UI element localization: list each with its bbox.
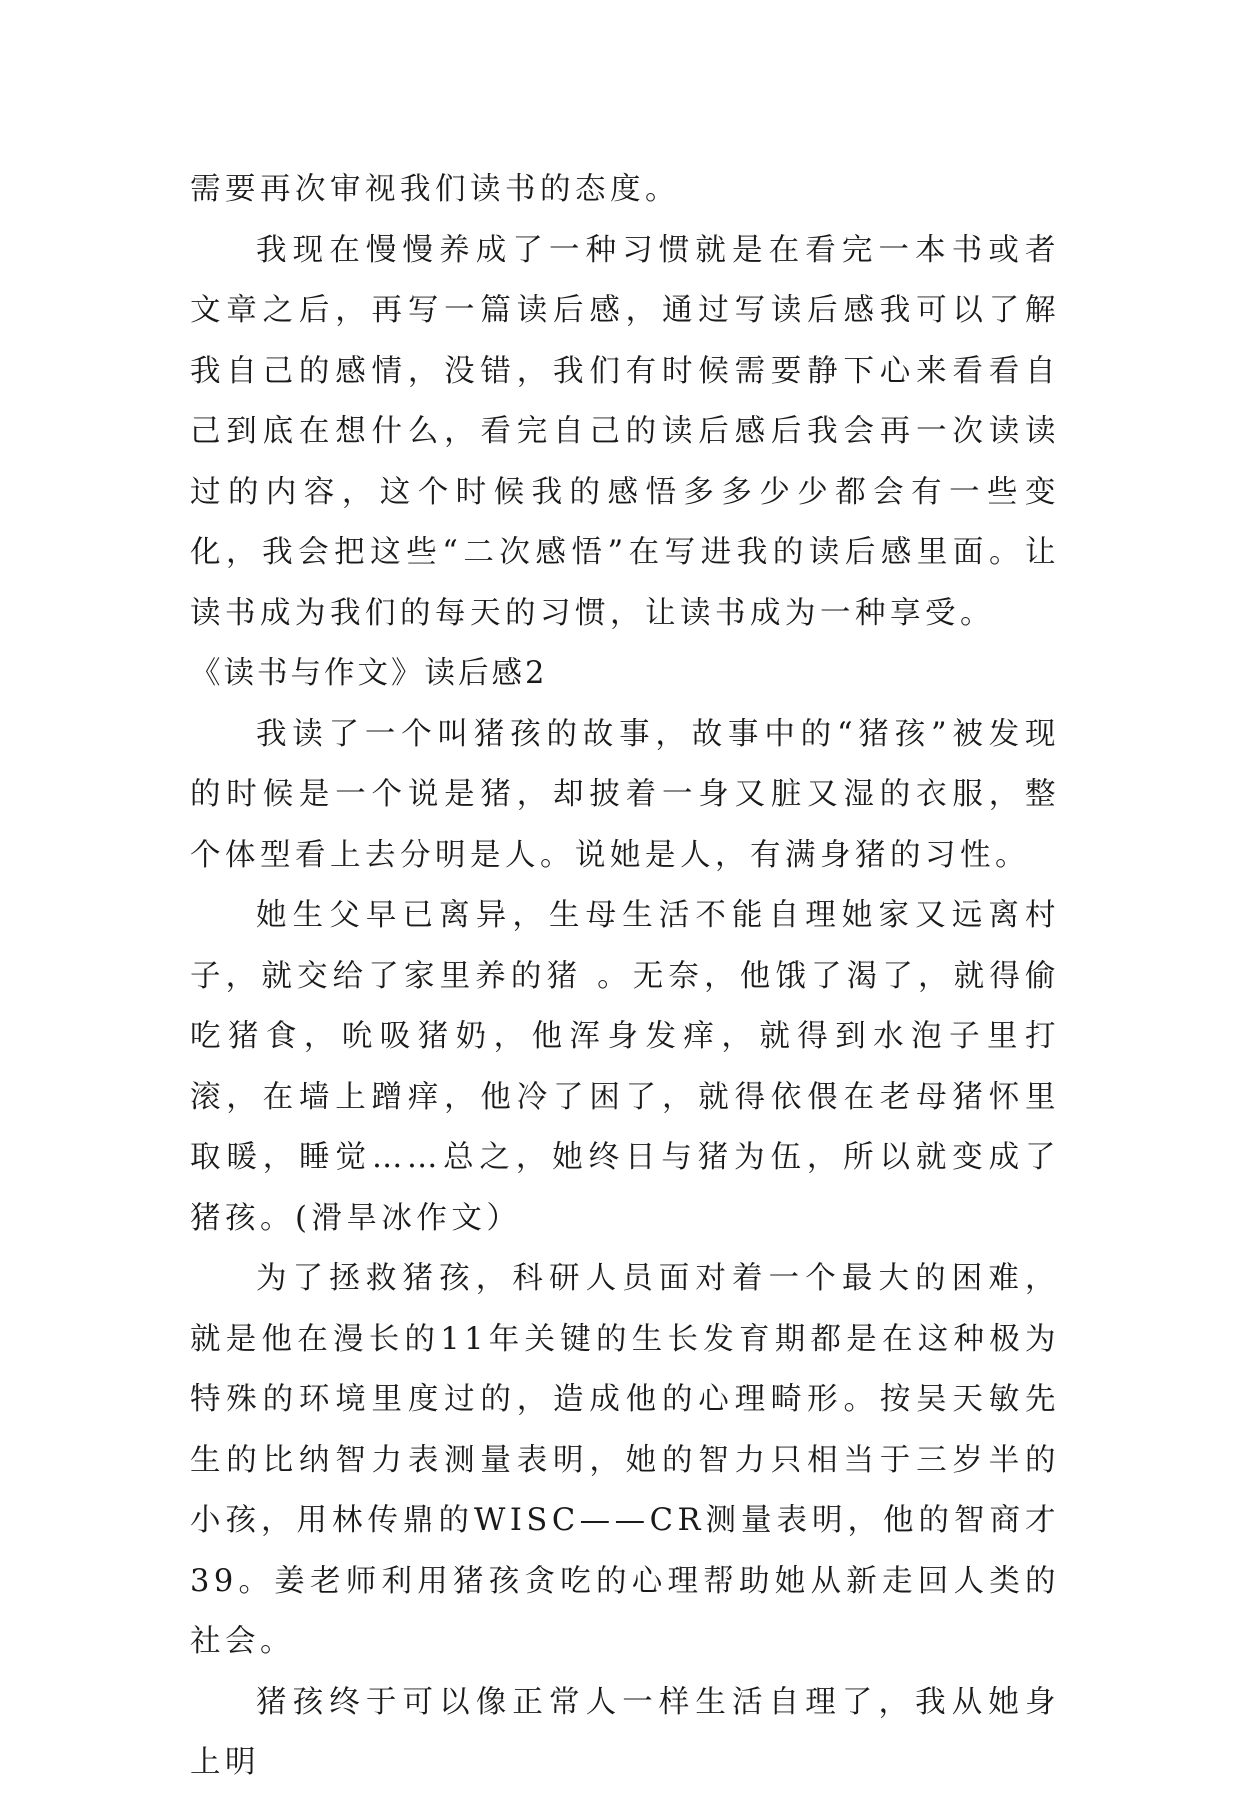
paragraph: 她生父早已离异，生母生活不能自理她家又远离村子，就交给了家里养的猪 。无奈，他饿了渴了，就得偷吃猪食，吮吸猪奶，他浑身发痒，就得到水泡子里打滚，在墙上蹭痒，他冷了困了，就得依偎在老母猪怀里取暖，睡觉……总之，她终日与猪为伍，所以就变成了猪孩。(滑旱冰作文） — [190, 898, 1060, 1236]
paragraph: 猪孩终于可以像正常人一样生活自理了，我从她身上明 — [190, 1684, 1060, 1780]
section-heading: 《读书与作文》读后感2 — [190, 656, 548, 691]
paragraph: 为了拯救猪孩，科研人员面对着一个最大的困难，就是他在漫长的11年关键的生长发育期都是在这种极为特殊的环境里度过的，造成他的心理畸形。按吴天敏先生的比纳智力表测量表明，她的智力只相当于三岁半的小孩，用林传鼎的WISC——CR测量表明，他的智商才39。姜老师利用猪孩贪吃的心理帮助她从新走回人类的社会。 — [190, 1261, 1060, 1659]
paragraph: 我现在慢慢养成了一种习惯就是在看完一本书或者文章之后，再写一篇读后感，通过写读后感我可以了解我自己的感情，没错，我们有时候需要静下心来看看自己到底在想什么，看完自己的读后感后我会再一次读读过的内容，这个时候我的感悟多多少少都会有一些变化，我会把这些“二次感悟”在写进我的读后感里面。让读书成为我们的每天的习惯，让读书成为一种享受。 — [190, 232, 1060, 631]
document-body — [190, 160, 1060, 1794]
paragraph: 我读了一个叫猪孩的故事，故事中的“猪孩”被发现的时候是一个说是猪，却披着一身又脏又湿的衣服，整个体型看上去分明是人。说她是人，有满身猪的习性。 — [190, 716, 1060, 873]
paragraph: 需要再次审视我们读书的态度。 — [190, 172, 680, 207]
